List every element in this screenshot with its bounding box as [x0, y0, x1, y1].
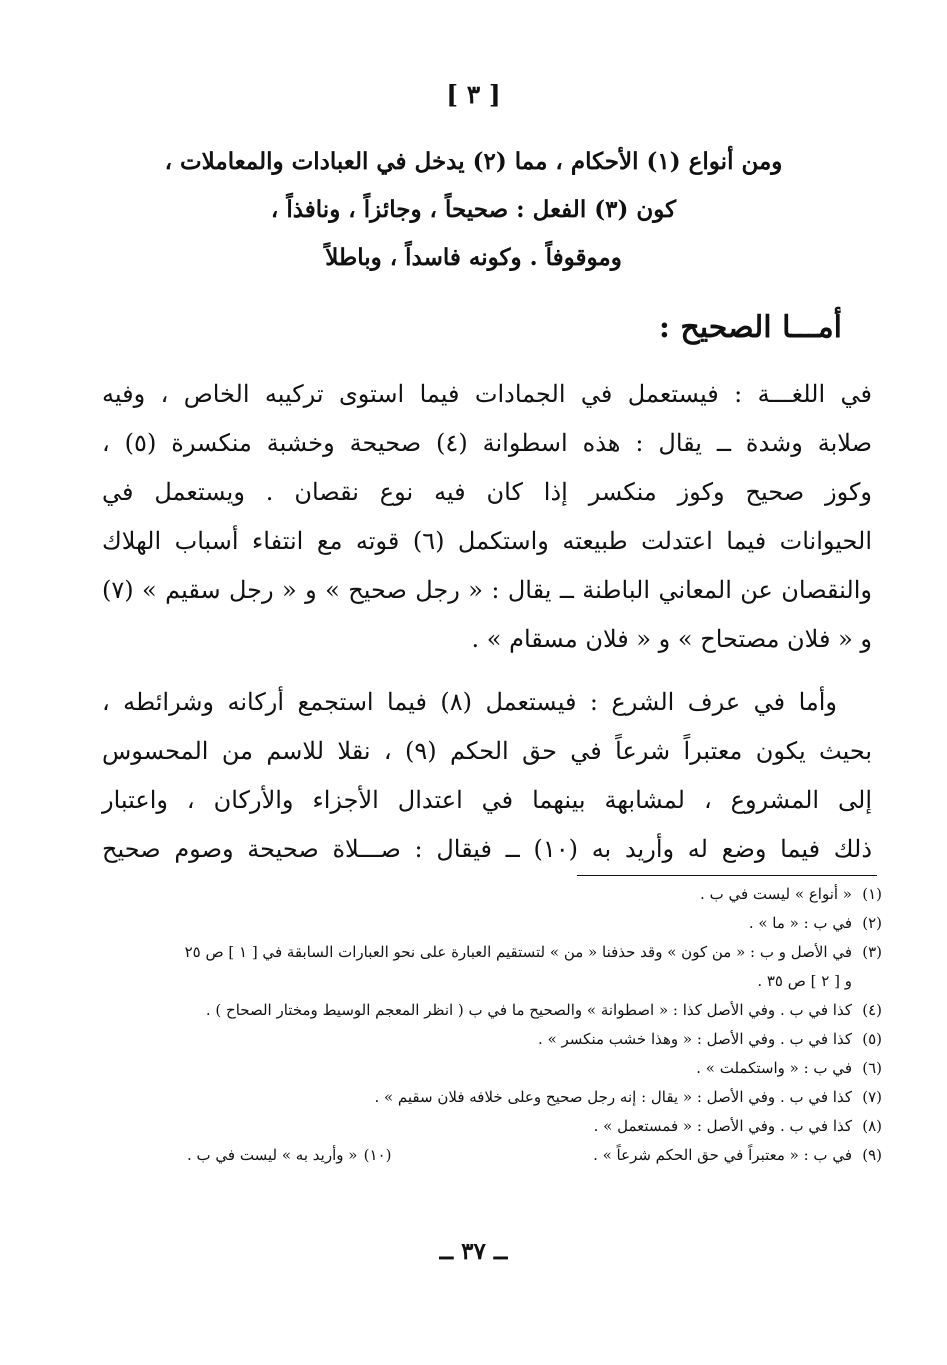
footnote-divider [577, 875, 877, 876]
footnote-number: (٩) [862, 1146, 882, 1164]
footnote [97, 909, 882, 938]
footnote [97, 1141, 882, 1170]
footnote-text: في ب : « واستكملت » . [696, 1059, 852, 1077]
footnote-number: (١) [862, 885, 882, 903]
intro-block [0, 138, 947, 282]
paragraph-line: والنقصان عن المعاني الباطنة ــ يقال : « رجل صحيح » و « رجل سقيم » (٧) [102, 576, 872, 604]
footnote-text: في الأصل و ب : « من كون » وقد حذفنا « من » لتستقيم العبارة على نحو العبارات السابقة في [ ١ ] ص ٢٥ [184, 943, 852, 961]
footnote-text: كذا في ب . وفي الأصل كذا : « اصطوانة » والصحيح ما في ب ( انظر المعجم الوسيط ومختار الصحاح ) . [205, 1001, 852, 1019]
footnote-text: كذا في ب . وفي الأصل : « فمستعمل » . [593, 1117, 852, 1135]
paragraph-line: الحيوانات فيما اعتدلت طبيعته واستكمل (٦) قوته مع انتفاء أسباب الهلاك [102, 527, 873, 555]
intro-line: كون (٣) الفعل : صحيحاً ، وجائزاً ، ونافذاً ، [270, 196, 677, 223]
paragraph-line: وكوز صحيح وكوز منكسر إذا كان فيه نوع نقصان . ويستعمل في [102, 478, 872, 506]
paragraph-line: و « فلان مصتحاح » و « فلان مسقام » . [471, 625, 872, 653]
footnote-number: (٢) [862, 914, 882, 932]
paragraph-line: ذلك فيما وضع له وأريد به (١٠) ــ فيقال : صـــلاة صحيحة وصوم صحيح [102, 835, 873, 863]
footnote-continuation: و [ ٢ ] ص ٣٥ . [757, 972, 852, 990]
footnote [97, 1112, 882, 1141]
footnote-text: « أنواع » ليست في ب . [700, 885, 852, 903]
footnote-text: كذا في ب . وفي الأصل : « وهذا خشب منكسر » . [538, 1030, 852, 1048]
intro-line: ومن أنواع (١) الأحكام ، مما (٢) يدخل في العبادات والمعاملات ، [164, 148, 783, 175]
footnote-text: « وأريد به » ليست في ب . [187, 1146, 358, 1164]
footnote [97, 938, 882, 967]
page-number: ــ ٣٧ ــ [439, 1238, 508, 1265]
section-heading: أمـــا الصحيح : [658, 310, 842, 345]
body-text [102, 370, 872, 874]
footnote-text: كذا في ب . وفي الأصل : « يقال : إنه رجل صحيح وعلى خلافه فلان سقيم » . [374, 1088, 852, 1106]
paragraph-line: بحيث يكون معتبراً شرعاً في حق الحكم (٩) ، نقلا للاسم من المحسوس [102, 737, 873, 765]
footnote-text: في ب : « معتبراً في حق الحكم شرعاً » . [593, 1146, 852, 1164]
footnote-number: (٧) [862, 1088, 882, 1106]
footnote [97, 1025, 882, 1054]
footnote-number: (٣) [862, 943, 882, 961]
footnote-text: في ب : « ما » . [748, 914, 852, 932]
footnote-number: (٦) [862, 1059, 882, 1077]
intro-line: وموقوفاً . وكونه فاسداً ، وباطلاً [325, 244, 622, 271]
paragraph-line: في اللغـــة : فيستعمل في الجمادات فيما استوى تركيبه الخاص ، وفيه [102, 380, 872, 408]
footnote [97, 996, 882, 1025]
paragraph-line: وأما في عرف الشرع : فيستعمل (٨) فيما استجمع أركانه وشرائطه ، [102, 688, 838, 716]
footnotes [97, 880, 882, 1170]
footnote [97, 880, 882, 909]
footnote [97, 1083, 882, 1112]
footnote-number: (٥) [862, 1030, 882, 1048]
footnote [97, 1054, 882, 1083]
footnote-number: (١٠) [363, 1146, 392, 1164]
paragraph-line: صلابة وشدة ــ يقال : هذه اسطوانة (٤) صحيحة وخشبة منكسرة (٥) ، [102, 429, 872, 457]
paragraph-line: إلى المشروع ، لمشابهة بينهما في اعتدال الأجزاء والأركان ، واعتبار [102, 786, 872, 814]
footnote-number: (٤) [862, 1001, 882, 1019]
footnote [187, 1141, 391, 1170]
footnote-number: (٨) [862, 1117, 882, 1135]
section-number: [ ٣ ] [446, 80, 501, 109]
